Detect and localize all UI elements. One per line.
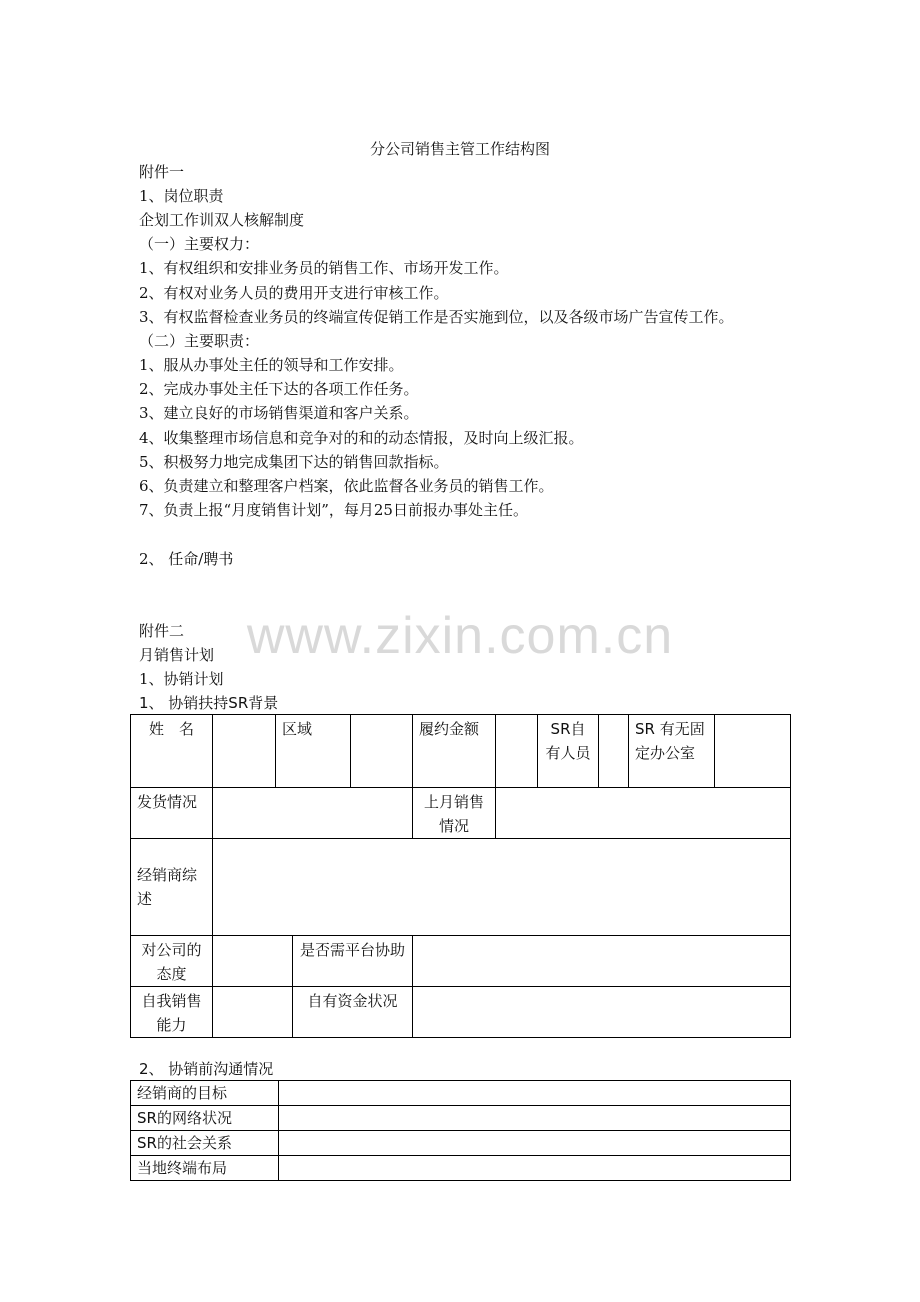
field-attitude[interactable] bbox=[213, 936, 293, 987]
communication-table bbox=[130, 1080, 791, 1181]
monthly-sales-plan: 月销售计划 bbox=[139, 646, 215, 664]
label-sr-network: SR的网络状况 bbox=[131, 1106, 279, 1131]
subtitle-system: 企划工作训双人核解制度 bbox=[139, 211, 305, 229]
field-own-funds[interactable] bbox=[413, 987, 791, 1038]
field-name[interactable] bbox=[213, 715, 276, 788]
label-self-sales: 自我销售能力 bbox=[131, 987, 213, 1038]
powers-header: （一）主要权力： bbox=[139, 235, 260, 253]
field-platform-help[interactable] bbox=[413, 936, 791, 987]
label-platform-help: 是否需平台协助 bbox=[293, 936, 413, 987]
field-dealer-goal[interactable] bbox=[279, 1081, 791, 1106]
field-self-sales[interactable] bbox=[213, 987, 293, 1038]
field-sr-social[interactable] bbox=[279, 1131, 791, 1156]
duties-header: （二）主要职责： bbox=[139, 332, 260, 350]
power-item: 1、有权组织和安排业务员的销售工作、市场开发工作。 bbox=[139, 259, 509, 277]
label-sr-own-staff: SR自有人员 bbox=[538, 715, 599, 788]
label-dealer-summary: 经销商综述 bbox=[131, 839, 213, 936]
field-last-month-sales[interactable] bbox=[496, 788, 791, 839]
plan-item-cosales: 1、协销计划 bbox=[139, 670, 224, 688]
field-region[interactable] bbox=[351, 715, 413, 788]
field-shipping[interactable] bbox=[213, 788, 413, 839]
label-local-terminal: 当地终端布局 bbox=[131, 1156, 279, 1181]
label-sr-social: SR的社会关系 bbox=[131, 1131, 279, 1156]
field-dealer-summary[interactable] bbox=[213, 839, 791, 936]
document-title: 分公司销售主管工作结构图 bbox=[369, 140, 550, 158]
field-sr-network[interactable] bbox=[279, 1106, 791, 1131]
section-appointment: 2、 任命/聘书 bbox=[139, 550, 234, 568]
label-dealer-goal: 经销商的目标 bbox=[131, 1081, 279, 1106]
field-sr-own-staff[interactable] bbox=[599, 715, 629, 788]
duty-item: 3、建立良好的市场销售渠道和客户关系。 bbox=[139, 404, 419, 422]
annex-two-label: 附件二 bbox=[139, 622, 185, 640]
label-region: 区域 bbox=[276, 715, 351, 788]
label-last-month-sales: 上月销售情况 bbox=[413, 788, 496, 839]
label-own-funds: 自有资金状况 bbox=[293, 987, 413, 1038]
watermark: www.zixin.com.cn bbox=[246, 607, 674, 665]
power-item: 3、有权监督检查业务员的终端宣传促销工作是否实施到位，以及各级市场广告宣传工作。 bbox=[139, 308, 734, 326]
duty-item: 4、收集整理市场信息和竞争对的和的动态情报，及时向上级汇报。 bbox=[139, 429, 584, 447]
label-attitude: 对公司的态度 bbox=[131, 936, 213, 987]
section-job-duties: 1、岗位职责 bbox=[139, 187, 224, 205]
plan-item-communication: 2、 协销前沟通情况 bbox=[139, 1060, 274, 1078]
annex-one-label: 附件一 bbox=[139, 163, 185, 181]
duty-item: 2、完成办事处主任下达的各项工作任务。 bbox=[139, 380, 419, 398]
duty-item: 6、负责建立和整理客户档案，依此监督各业务员的销售工作。 bbox=[139, 477, 554, 495]
field-contract-amount[interactable] bbox=[496, 715, 538, 788]
duty-item: 7、负责上报“月度销售计划”，每月25日前报办事处主任。 bbox=[139, 501, 528, 519]
sr-background-table bbox=[130, 714, 791, 1038]
label-sr-office: SR 有无固定办公室 bbox=[629, 715, 715, 788]
field-sr-office[interactable] bbox=[715, 715, 791, 788]
power-item: 2、有权对业务人员的费用开支进行审核工作。 bbox=[139, 284, 449, 302]
plan-subitem-sr-background: 1、 协销扶持SR背景 bbox=[139, 694, 279, 712]
field-local-terminal[interactable] bbox=[279, 1156, 791, 1181]
duty-item: 5、积极努力地完成集团下达的销售回款指标。 bbox=[139, 453, 449, 471]
label-shipping: 发货情况 bbox=[131, 788, 213, 839]
duty-item: 1、服从办事处主任的领导和工作安排。 bbox=[139, 356, 404, 374]
label-name: 姓 名 bbox=[131, 715, 213, 788]
label-contract-amount: 履约金额 bbox=[413, 715, 496, 788]
